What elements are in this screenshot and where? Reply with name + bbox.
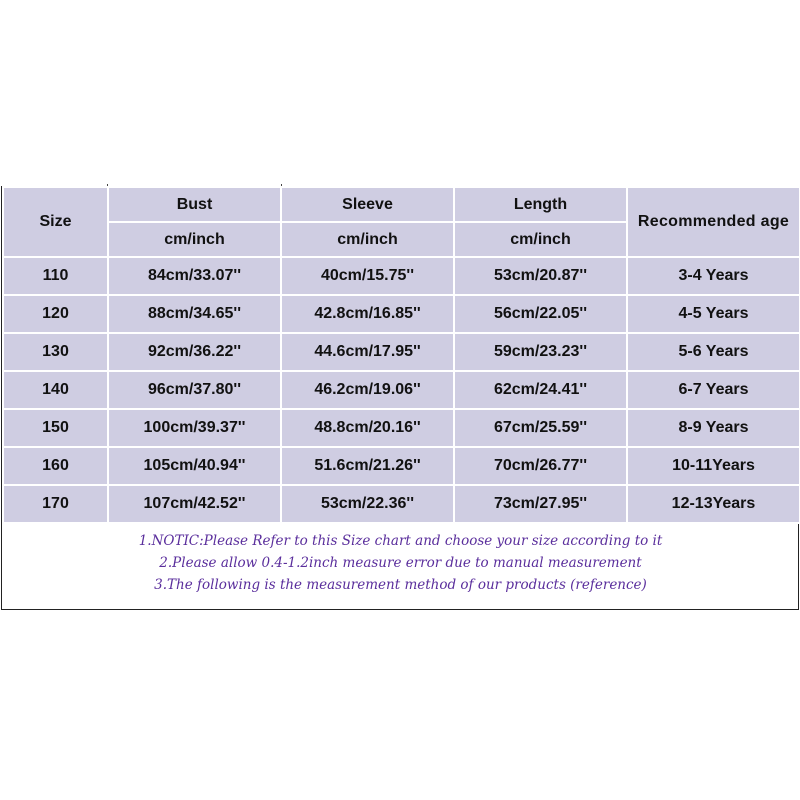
- cell-age: 12-13Years: [627, 485, 800, 523]
- cell-bust: 107cm/42.52'': [108, 485, 281, 523]
- cell-age: 8-9 Years: [627, 409, 800, 447]
- table-row: [3, 333, 800, 371]
- length-unit: cm/inch: [454, 222, 627, 257]
- cell-length: 73cm/27.95'': [454, 485, 627, 523]
- table-row: [3, 371, 800, 409]
- cell-length: 56cm/22.05'': [454, 295, 627, 333]
- cell-size: 160: [3, 447, 108, 485]
- cell-length: 70cm/26.77'': [454, 447, 627, 485]
- cell-bust: 100cm/39.37'': [108, 409, 281, 447]
- note-line-2: 2.Please allow 0.4-1.2inch measure error due to manual measurement: [159, 555, 642, 571]
- cell-length: 67cm/25.59'': [454, 409, 627, 447]
- cell-length: 53cm/20.87'': [454, 257, 627, 295]
- size-table: [2, 186, 800, 524]
- table-row: [3, 485, 800, 523]
- cell-age: 10-11Years: [627, 447, 800, 485]
- table-row: [3, 257, 800, 295]
- cell-size: 150: [3, 409, 108, 447]
- size-chart: [1, 186, 799, 610]
- note-line-1: 1.NOTIC:Please Refer to this Size chart and choose your size according to it: [138, 533, 663, 549]
- cell-size: 120: [3, 295, 108, 333]
- notes: [2, 530, 799, 596]
- cell-size: 140: [3, 371, 108, 409]
- cell-size: 110: [3, 257, 108, 295]
- cell-size: 130: [3, 333, 108, 371]
- sleeve-unit: cm/inch: [281, 222, 454, 257]
- length-header: Length: [454, 187, 627, 222]
- table-row: [3, 295, 800, 333]
- cell-bust: 88cm/34.65'': [108, 295, 281, 333]
- cell-length: 62cm/24.41'': [454, 371, 627, 409]
- cell-bust: 96cm/37.80'': [108, 371, 281, 409]
- header-row: [3, 187, 800, 222]
- cell-sleeve: 46.2cm/19.06'': [281, 371, 454, 409]
- cell-sleeve: 48.8cm/20.16'': [281, 409, 454, 447]
- cell-sleeve: 40cm/15.75'': [281, 257, 454, 295]
- cell-sleeve: 42.8cm/16.85'': [281, 295, 454, 333]
- size-header: Size: [3, 187, 108, 257]
- cell-sleeve: 44.6cm/17.95'': [281, 333, 454, 371]
- age-header: Recommended age: [627, 187, 800, 257]
- cell-age: 4-5 Years: [627, 295, 800, 333]
- table-row: [3, 447, 800, 485]
- bust-unit: cm/inch: [108, 222, 281, 257]
- cell-bust: 105cm/40.94'': [108, 447, 281, 485]
- cell-bust: 92cm/36.22'': [108, 333, 281, 371]
- bust-header: Bust: [108, 187, 281, 222]
- note-line-3: 3.The following is the measurement method of our products (reference): [154, 577, 647, 593]
- table-row: [3, 409, 800, 447]
- cell-sleeve: 51.6cm/21.26'': [281, 447, 454, 485]
- cell-sleeve: 53cm/22.36'': [281, 485, 454, 523]
- cell-age: 5-6 Years: [627, 333, 800, 371]
- cell-bust: 84cm/33.07'': [108, 257, 281, 295]
- cell-age: 6-7 Years: [627, 371, 800, 409]
- cell-length: 59cm/23.23'': [454, 333, 627, 371]
- sleeve-header: Sleeve: [281, 187, 454, 222]
- cell-size: 170: [3, 485, 108, 523]
- cell-age: 3-4 Years: [627, 257, 800, 295]
